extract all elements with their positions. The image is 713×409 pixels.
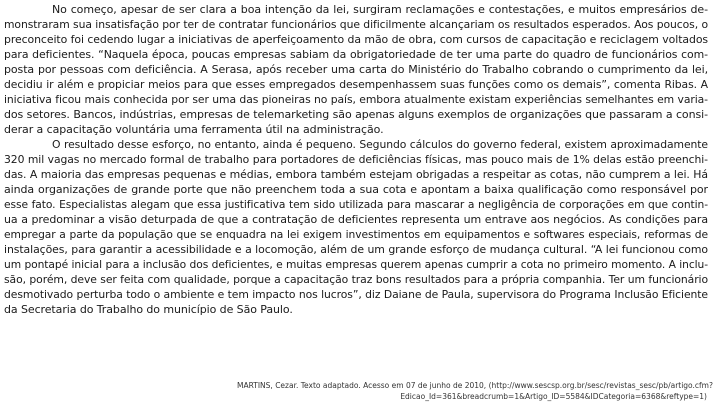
source-citation [237, 380, 713, 402]
paragraph-line: empregar a parte da população que se enquadra na lei exigem investimentos em equipamentos e softwares especiais, reformas de [4, 228, 708, 241]
paragraph-line: 320 mil vagas no mercado formal de trabalho para portadores de deficiências físicas, mas pouco mais de 1% delas estão preenchi- [4, 153, 708, 166]
paragraph-line: esse fato. Especialistas alegam que essa justificativa tem sido utilizada para mascarar a negligência de corporações em que contin- [4, 198, 708, 211]
paragraph-line: decidiu ir além e propiciar meios para que esses empregados desempenhassem suas funções como os demais”, comenta Ribas. A [4, 78, 708, 91]
paragraph-line: No começo, apesar de ser clara a boa intenção da lei, surgiram reclamações e contestações, e muitos empresários de- [52, 3, 708, 16]
paragraph-line: ainda organizações de grande porte que não preenchem toda a sua cota e apontam a baixa qualificação como responsável por [4, 183, 708, 196]
paragraph-line: preconceito foi cedendo lugar a iniciativas de aperfeiçoamento da mão de obra, com cursos de capacitação e reciclagem voltados [4, 33, 708, 46]
paragraph-1 [4, 2, 708, 137]
paragraph-line: para deficientes. “Naquela época, poucas empresas sabiam da obrigatoriedade de ter uma parte do quadro de funcionários com- [4, 48, 708, 61]
paragraph-line: das. A maioria das empresas pequenas e médias, embora também estejam obrigadas a respeitar as cotas, não cumprem a lei. Há [4, 168, 708, 181]
paragraph-line: desmotivado perturba todo o ambiente e tem impacto nos lucros”, diz Daiane de Paula, supervisora do Programa Inclusão Eficiente [4, 288, 708, 301]
paragraph-line: dos setores. Bancos, indústrias, empresas de telemarketing são apenas alguns exemplos de organizações que passaram a consi- [4, 108, 708, 121]
paragraph-line: O resultado desse esforço, no entanto, ainda é pequeno. Segundo cálculos do governo federal, existem aproximadamente [52, 138, 708, 151]
paragraph-line: ua a predominar a visão deturpada de que a contratação de deficientes representa um entrave aos negócios. As condições para [4, 213, 708, 226]
paragraph-line: monstraram sua insatisfação por ter de contratar funcionários que dificilmente alcançariam os resultados esperados. Aos poucos, o [4, 18, 708, 31]
paragraph-line: iniciativa ficou mais conhecida por ser uma das pioneiras no país, embora atualmente existam experiências semelhantes em varia- [4, 93, 708, 106]
paragraph-line: posta por pessoas com deficiência. A Serasa, após receber uma carta do Ministério do Trabalho cobrando o cumprimento da lei, [4, 63, 708, 76]
paragraph-2 [4, 137, 708, 317]
paragraph-line: derar a capacitação voluntária uma ferramenta útil na administração. [4, 123, 384, 136]
paragraph-line: são, porém, deve ser feita com qualidade, porque a capacitação traz bons resultados para a própria companhia. Ter um funcionário [4, 273, 708, 286]
paragraph-line: um pontapé inicial para a inclusão dos deficientes, e muitas empresas querem apenas cumprir a cota no primeiro momento. A inclu- [4, 258, 708, 271]
paragraph-line: da Secretaria do Trabalho do município de São Paulo. [4, 303, 293, 316]
article-body [4, 2, 708, 317]
citation-line: Edicao_Id=361&breadcrumb=1&Artigo_ID=5584&IDCategoria=6368&reftype=1) [400, 392, 707, 401]
citation-line: MARTINS, Cezar. Texto adaptado. Acesso em 07 de junho de 2010, (http://www.sescsp.org.br/sesc/revistas_sesc/pb/artigo.cfm? [237, 381, 713, 390]
paragraph-line: instalações, para garantir a acessibilidade e a locomoção, além de um grande esforço de mudança cultural. “A lei funcionou como [4, 243, 708, 256]
